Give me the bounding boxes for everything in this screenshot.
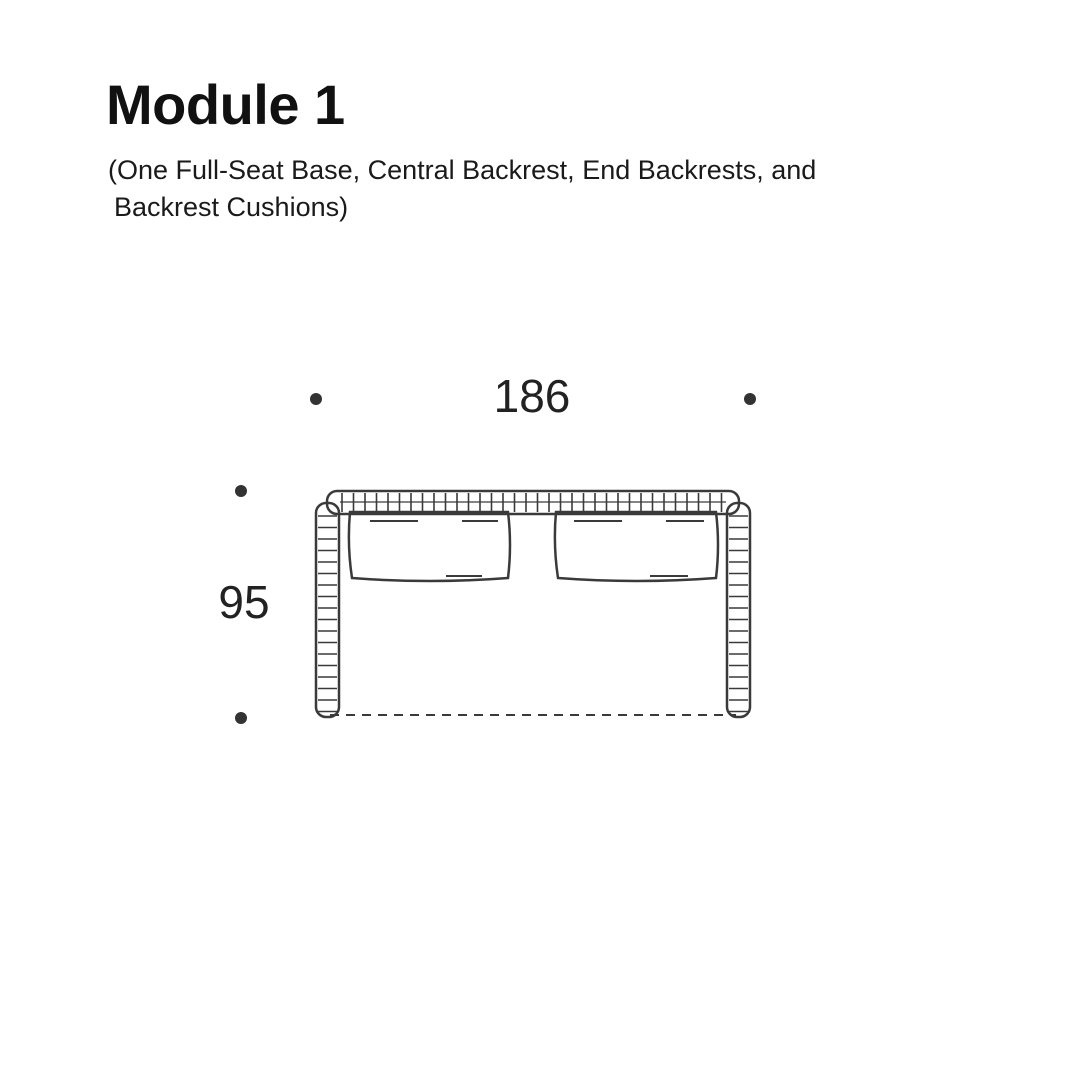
width-marker-right <box>744 393 756 405</box>
end-backrest-left-segments <box>318 516 337 712</box>
end-backrest-right <box>727 503 750 717</box>
backrest-cushion-left <box>349 512 510 581</box>
depth-dimension-label: 95 <box>218 576 270 628</box>
width-marker-left <box>310 393 322 405</box>
depth-marker-top <box>235 485 247 497</box>
sofa-outline <box>316 491 750 717</box>
dimension-markers <box>235 393 756 724</box>
end-backrest-right-segments <box>729 516 748 712</box>
depth-marker-bottom <box>235 712 247 724</box>
width-dimension-label: 186 <box>493 370 571 422</box>
module-title: Module 1 <box>106 73 345 136</box>
module-description-line-2: Backrest Cushions) <box>114 192 349 222</box>
backrest-cushion-right <box>555 512 718 581</box>
module-description-line-1: (One Full-Seat Base, Central Backrest, End Backrests, and <box>108 155 817 185</box>
end-backrest-left <box>316 503 339 717</box>
